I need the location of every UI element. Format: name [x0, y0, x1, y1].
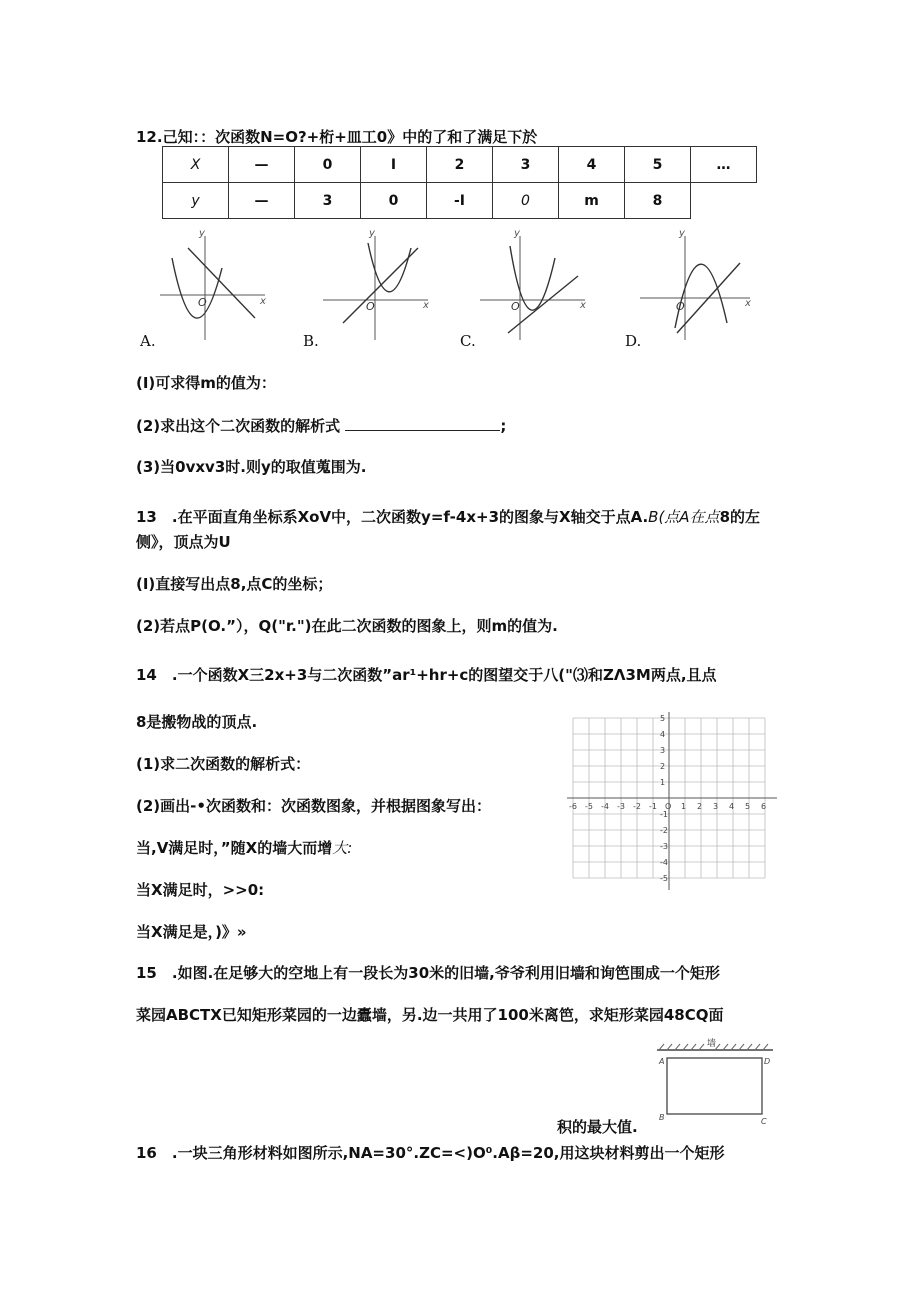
q14-cond1 [136, 837, 352, 858]
table-cell: 8 [625, 183, 691, 219]
q14-cond1-text: 当,V满足时，”随X的墙大而增 [136, 839, 333, 857]
x-tick-label: -1 [649, 802, 657, 811]
y-tick-label: -5 [660, 874, 668, 883]
x-tick-label: -5 [585, 802, 593, 811]
q13-line1-end: 8的左 [719, 508, 760, 526]
q13-line2: 侧》，顶点为U [136, 533, 231, 551]
table-cell: I [361, 147, 427, 183]
graph-c-figure [470, 228, 600, 346]
graph-d-figure [635, 228, 765, 346]
axis-x-label: x [423, 300, 429, 311]
q13-line1 [136, 506, 760, 527]
y-tick-label: -4 [660, 858, 668, 867]
y-tick-label: 4 [660, 730, 666, 739]
table-cell: 0 [295, 147, 361, 183]
value-table [162, 146, 757, 219]
y-tick-label: 2 [660, 762, 666, 771]
option-label: D. [625, 332, 642, 350]
fence-diagram [655, 1038, 775, 1132]
q14-cond1-italic: 大: [332, 839, 353, 857]
table-cell: 3 [493, 147, 559, 183]
coordinate-grid [567, 712, 779, 896]
fence-figure [655, 1038, 775, 1128]
axis-y-label: y [514, 228, 520, 239]
axis-x-label: x [745, 298, 751, 309]
origin-label: O [676, 300, 685, 313]
axis-y-label: y [199, 228, 205, 239]
origin-label: O [198, 296, 207, 309]
q13-part2: (2)若点P(O.”），Q("r.")在此二次函数的图象上，则m的值为. [136, 617, 558, 635]
table-cell: 5 [625, 147, 691, 183]
corner-b: B [659, 1113, 665, 1122]
y-tick-label: -1 [660, 810, 668, 819]
q15-line1: 15 .如图.在足够大的空地上有一段长为30米的旧墙,爷爷利用旧墙和询笆围成一个矩形 [136, 964, 720, 982]
graph-option-c [460, 228, 600, 350]
q12-part2-end: ; [500, 417, 507, 435]
x-tick-label: 2 [697, 802, 703, 811]
axis-y-label: y [369, 228, 375, 239]
table-cell: y [163, 183, 229, 219]
table-cell: 3 [295, 183, 361, 219]
corner-c: C [761, 1117, 767, 1126]
grid-figure [567, 712, 779, 892]
axis-y-label: y [679, 228, 685, 239]
table-row [163, 147, 757, 183]
x-tick-label: 6 [761, 802, 767, 811]
q14-line1: 14 .一个函数X三2x+3与二次函数”ar¹+hr+c的图望交于八("⑶和ZΛ3M两点,且点 [136, 666, 717, 684]
q12-part2-text: (2)求出这个二次函数的解析式 [136, 417, 341, 435]
table-cell: 2 [427, 147, 493, 183]
q13-line1-text: 13 .在平面直角坐标系XoV中，二次函数y=f-4x+3的图象与X轴交于点A. [136, 508, 649, 526]
y-tick-label: -2 [660, 826, 668, 835]
q14-cond2: 当X满足时，>>0: [136, 881, 265, 899]
q14-part1: (1)求二次函数的解析式： [136, 755, 311, 773]
table-cell: 0 [361, 183, 427, 219]
table-cell: — [229, 183, 295, 219]
table-cell: X [163, 147, 229, 183]
x-tick-label: 3 [713, 802, 719, 811]
x-tick-label: 4 [729, 802, 735, 811]
q12-part1: (I)可求得m的值为： [136, 374, 276, 392]
x-tick-label: -3 [617, 802, 625, 811]
q14-part2: (2)画出-•次函数和：次函数图象，并根据图象写出： [136, 797, 491, 815]
table-cell: -I [427, 183, 493, 219]
q12-part2 [136, 415, 506, 436]
x-tick-label: O [665, 802, 672, 811]
option-label: C. [460, 332, 476, 350]
graph-option-b [303, 228, 443, 350]
origin-label: O [366, 300, 375, 313]
q12-header: 12.己知：：次函数N=O?+桁+皿工0》中的了和了满足下於 [136, 128, 538, 146]
q16-line1: 16 .一块三角形材料如图所示,NA=30°.ZC=<)O⁰.Aβ=20,用这块材料剪出一个矩形 [136, 1144, 725, 1162]
corner-d: D [764, 1057, 771, 1066]
table-cell: 0 [493, 183, 559, 219]
table-row [163, 183, 757, 219]
x-tick-label: 1 [681, 802, 687, 811]
table-cell: m [559, 183, 625, 219]
corner-a: A [659, 1057, 665, 1066]
x-tick-label: 5 [745, 802, 751, 811]
table-cell: … [691, 147, 757, 183]
graph-a-figure [150, 228, 280, 346]
table-cell: 4 [559, 147, 625, 183]
x-tick-label: -2 [633, 802, 641, 811]
y-tick-label: 3 [660, 746, 666, 755]
x-tick-label: -4 [601, 802, 609, 811]
y-tick-label: -3 [660, 842, 668, 851]
q14-cond3: 当X满足是，)》» [136, 923, 247, 941]
q15-line2: 菜园ABCTX已知矩形菜园的一边蠹墙，另.边一共用了100米离笆，求矩形菜园48CQ面 [136, 1006, 724, 1024]
table-cell: — [229, 147, 295, 183]
origin-label: O [511, 300, 520, 313]
graph-option-a [140, 228, 280, 350]
axis-x-label: x [260, 296, 266, 307]
wall-label: 墙 [707, 1039, 717, 1049]
y-tick-label: 1 [660, 778, 666, 787]
q13-part1: (I)直接写出点8,点C的坐标； [136, 575, 333, 593]
q13-line1-italic: B(点A在点 [648, 508, 720, 526]
axis-x-label: x [580, 300, 586, 311]
q14-line2: 8是搬物战的顶点. [136, 713, 258, 731]
q15-line3: 积的最大值. [557, 1118, 638, 1136]
graph-option-d [625, 228, 765, 350]
answer-blank [345, 416, 500, 431]
x-tick-label: -6 [569, 802, 577, 811]
option-label: B. [303, 332, 319, 350]
y-tick-label: 5 [660, 714, 666, 723]
option-label: A. [140, 332, 156, 350]
graph-b-figure [313, 228, 443, 346]
q12-part3: (3)当0vxv3时.则y的取值蒐围为. [136, 458, 367, 476]
